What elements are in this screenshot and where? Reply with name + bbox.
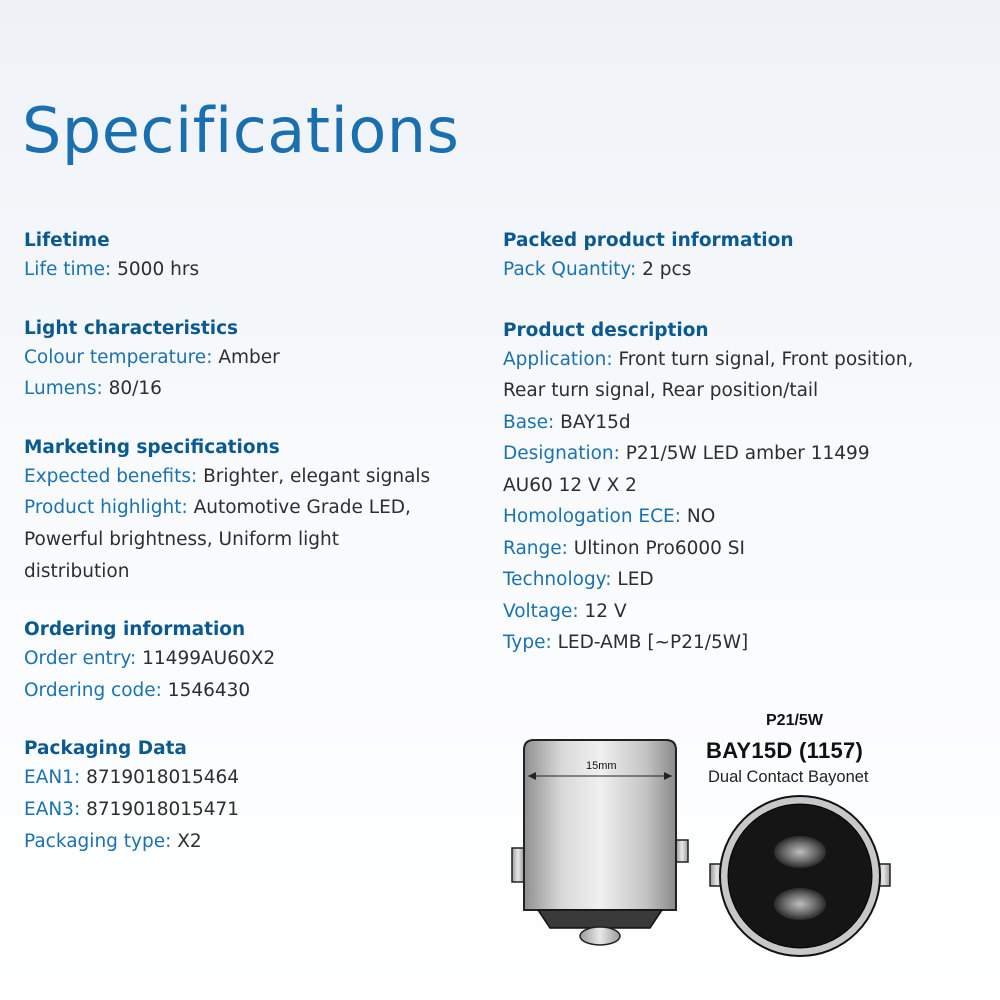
spec-label: Base: <box>503 411 555 433</box>
spec-label: Life time: <box>24 259 112 280</box>
contact-tip <box>580 927 620 945</box>
spec-row-continued <box>503 375 973 407</box>
spec-row <box>24 762 484 794</box>
spec-row <box>24 492 484 524</box>
left-spec-column <box>24 228 484 857</box>
section-heading: Light characteristics <box>24 317 239 339</box>
contact-lower <box>774 888 826 920</box>
spec-value: Front turn signal, Front position, <box>612 348 914 370</box>
spec-row <box>24 675 484 707</box>
spec-row <box>503 596 973 628</box>
spec-label: Technology: <box>503 569 612 590</box>
spec-label: Type: <box>503 632 552 653</box>
spec-label: Pack Quantity: <box>503 259 637 280</box>
bulb-code: P21/5W <box>766 712 823 729</box>
spec-row <box>503 533 973 565</box>
spec-value: Brighter, elegant signals <box>197 465 431 487</box>
spec-label: EAN3: <box>24 798 81 820</box>
spec-row <box>24 254 484 286</box>
spec-label: Expected benefits: <box>24 465 198 487</box>
spec-label: Designation: <box>503 443 620 464</box>
spec-row <box>24 826 484 858</box>
spec-label: Homologation ECE: <box>503 506 681 527</box>
spec-value: 8719018015464 <box>80 767 240 789</box>
spec-row <box>24 373 484 405</box>
spec-value: Amber <box>212 346 280 368</box>
base-description: Dual Contact Bayonet <box>708 768 869 786</box>
spec-row <box>503 344 973 376</box>
spec-row <box>24 461 484 493</box>
spec-label: Lumens: <box>24 378 103 400</box>
spec-row <box>503 438 973 470</box>
spec-label: Ordering code: <box>24 679 162 701</box>
section-light-characteristics <box>24 316 484 405</box>
spec-row-continued <box>503 470 973 502</box>
spec-label: Packaging type: <box>24 830 172 852</box>
spec-value: distribution <box>24 560 130 582</box>
section-heading: Packaging Data <box>24 738 187 760</box>
base-face <box>728 804 872 948</box>
spec-row-continued <box>24 556 484 588</box>
page-title: Specifications <box>22 94 460 167</box>
spec-row <box>503 564 973 596</box>
spec-value: LED-AMB [~P21/5W] <box>551 632 749 653</box>
section-lifetime <box>24 228 484 286</box>
spec-row <box>503 627 973 659</box>
spec-row <box>24 794 484 826</box>
spec-value: 2 pcs <box>636 259 692 280</box>
spec-value: 5000 hrs <box>111 259 200 280</box>
spec-value: AU60 12 V X 2 <box>503 474 637 496</box>
spec-label: Product highlight: <box>24 497 188 519</box>
spec-row <box>503 501 973 533</box>
spec-row-continued <box>24 524 484 556</box>
base-name: BAY15D (1157) <box>706 738 864 763</box>
right-spec-column <box>503 228 973 659</box>
spec-value: Powerful brightness, Uniform light <box>24 528 339 550</box>
spec-row <box>503 407 973 439</box>
spec-value: 80/16 <box>102 378 162 400</box>
section-heading: Marketing specifications <box>24 436 280 458</box>
spec-value: Rear turn signal, Rear position/tail <box>503 380 819 401</box>
spec-row <box>24 643 484 675</box>
spec-value: P21/5W LED amber 11499 <box>619 443 870 464</box>
spec-value: 12 V <box>578 600 627 622</box>
spec-value: 1546430 <box>161 679 251 701</box>
spec-row <box>503 254 973 286</box>
spec-label: Colour temperature: <box>24 346 213 368</box>
bayonet-pin-left <box>512 848 524 882</box>
spec-label: Range: <box>503 537 568 559</box>
spec-value: X2 <box>171 830 202 852</box>
dimension-label: 15mm <box>586 760 617 772</box>
spec-label: Voltage: <box>503 600 579 622</box>
spec-value: Ultinon Pro6000 SI <box>567 537 745 559</box>
spec-value: BAY15d <box>554 411 631 433</box>
bayonet-pin-right <box>676 840 688 862</box>
section-heading: Lifetime <box>24 230 110 251</box>
spec-row <box>24 342 484 374</box>
spec-value: 8719018015471 <box>80 798 240 820</box>
section-product-description <box>503 318 973 659</box>
section-heading: Product description <box>503 319 709 341</box>
spec-label: Order entry: <box>24 648 137 670</box>
contact-upper <box>774 836 826 868</box>
section-ordering-information <box>24 617 484 706</box>
section-packed-product-information <box>503 228 973 286</box>
bulb-end-view <box>710 796 890 956</box>
section-heading: Ordering information <box>24 619 246 641</box>
section-packaging-data <box>24 736 484 857</box>
spec-value: NO <box>680 506 716 527</box>
spec-label: EAN1: <box>24 767 81 789</box>
section-marketing-specifications <box>24 435 484 587</box>
spec-label: Application: <box>503 348 613 370</box>
insulator <box>538 910 662 928</box>
spec-value: LED <box>611 569 654 590</box>
section-heading: Packed product information <box>503 230 794 251</box>
spec-value: 11499AU60X2 <box>136 648 276 670</box>
spec-value: Automotive Grade LED, <box>187 497 411 519</box>
